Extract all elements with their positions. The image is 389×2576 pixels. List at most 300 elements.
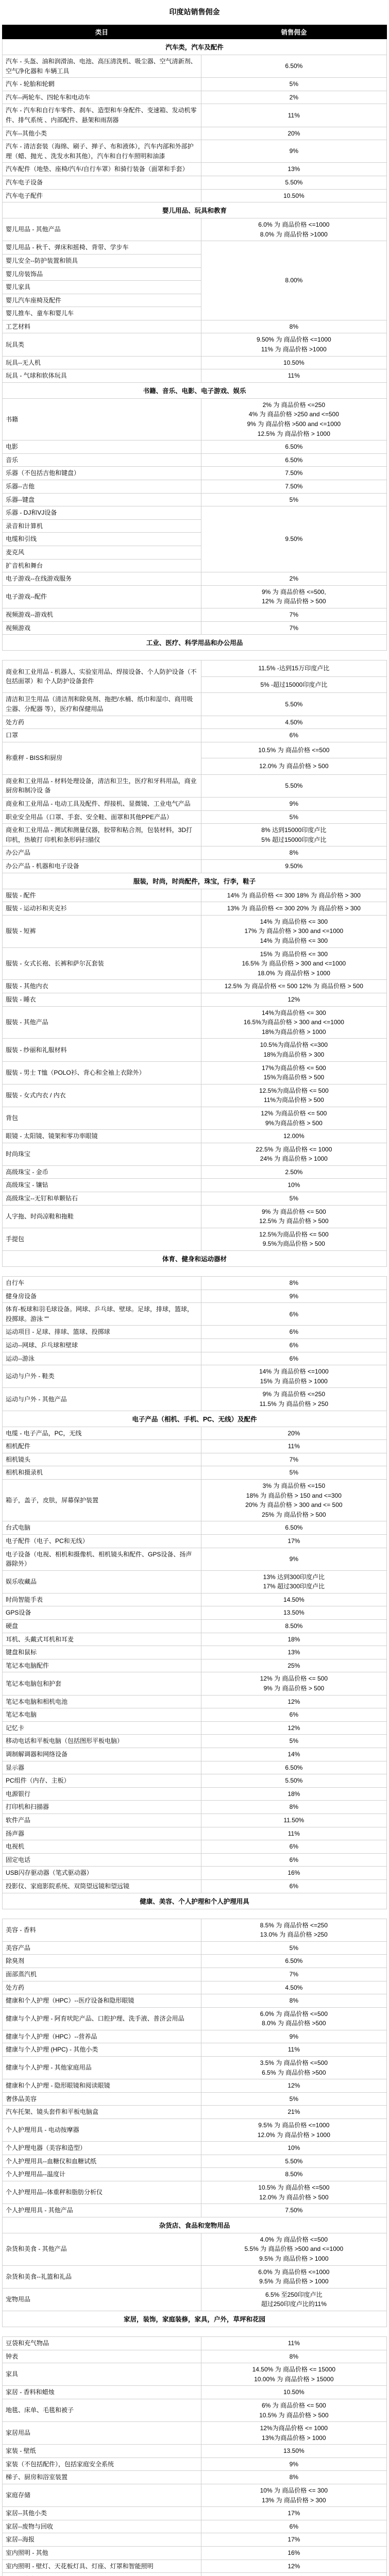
fee-cell xyxy=(201,810,386,824)
fee-line: 13.50% xyxy=(204,2446,384,2456)
fee-cell xyxy=(201,2336,386,2350)
table-row xyxy=(3,1968,387,1981)
category-cell: 体育-板球和羽毛球设备。网球、乒乓球、壁球。足球，排球，篮球，投掷球。游泳 "" xyxy=(3,1303,201,1326)
column-header-category: 类目 xyxy=(3,25,201,39)
fee-line: 9% xyxy=(204,146,384,156)
fee-line: 5% xyxy=(204,2094,384,2104)
table-row xyxy=(3,1440,387,1453)
fee-line xyxy=(204,2574,384,2576)
fee-line: 6% xyxy=(204,731,384,740)
fee-line: 超过250印度卢比的11% xyxy=(204,2299,384,2309)
fee-cell xyxy=(201,1735,386,1748)
fee-cell xyxy=(201,1801,386,1814)
fee-line: 9% 为 商品价格 <=250 xyxy=(204,1389,384,1399)
table-row xyxy=(3,2181,387,2204)
table-row xyxy=(3,1290,387,1303)
table-row xyxy=(3,572,387,586)
fee-cell xyxy=(201,398,386,440)
fee-line: 6.0% 为 商品价格 <=500 xyxy=(204,2009,384,2019)
table-row xyxy=(3,1840,387,1854)
fee-table-body xyxy=(3,39,387,2576)
category-cell: 工艺材料 xyxy=(3,320,201,333)
table-row xyxy=(3,1919,387,1941)
section-label: 健康、美容、个人护理和个人护理用具 xyxy=(3,1893,387,1909)
fee-line: 11% xyxy=(204,2045,384,2055)
table-row xyxy=(3,1879,387,1893)
fee-line: 20% xyxy=(204,1429,384,1438)
category-cell: 高级珠宝 - 镶钻 xyxy=(3,1179,201,1192)
fee-line: 5.50% xyxy=(204,178,384,188)
category-cell: 健身房设备 xyxy=(3,1290,201,1303)
category-cell: 录音和计算机 xyxy=(3,519,201,533)
fee-line: 4.0% 为 商品价格 <=500 xyxy=(204,2235,384,2245)
fee-line: 8% xyxy=(204,2472,384,2482)
fee-line: 11% xyxy=(204,1829,384,1839)
table-row xyxy=(3,2422,387,2445)
category-cell: 运动项目 - 足球、排球、篮球、投掷球 xyxy=(3,1326,201,1339)
fee-line: 8.50% xyxy=(204,2170,384,2179)
category-cell: 汽车托架、镜头套件和平板电脑盒 xyxy=(3,2106,201,2119)
fee-cell xyxy=(201,2422,386,2445)
table-row xyxy=(3,493,387,506)
fee-line: 9% xyxy=(204,2032,384,2042)
fee-line: 16.5%为商品价格 > 300 and <=1000 xyxy=(204,1018,384,1027)
fee-line: 8% xyxy=(204,1278,384,1288)
fee-cell xyxy=(201,176,386,189)
category-cell: 处方药 xyxy=(3,716,201,729)
table-row xyxy=(3,1633,387,1646)
fee-cell xyxy=(201,1290,386,1303)
fee-cell xyxy=(201,1748,386,1761)
table-row xyxy=(3,2363,387,2386)
section-label: 工业、医疗、科学用品和办公用品 xyxy=(3,635,387,651)
category-cell: 婴儿家具 xyxy=(3,281,201,294)
spacer-cell xyxy=(3,1909,387,1919)
fee-cell xyxy=(201,2119,386,2142)
fee-line: 11%为商品价格 > 500 xyxy=(204,1095,384,1105)
fee-cell xyxy=(201,1352,386,1365)
fee-cell xyxy=(201,2560,386,2573)
fee-line: 3.5% 为 商品价格 <=500 xyxy=(204,2058,384,2068)
fee-cell xyxy=(201,2471,386,2484)
category-cell: 个人护理用具--血糖仪和血糖试纸 xyxy=(3,2155,201,2168)
fee-subcell xyxy=(201,742,386,758)
fee-line: 7.50% xyxy=(204,482,384,492)
fee-cell xyxy=(201,1453,386,1466)
fee-line: 11.5% -达到15万印度卢比 xyxy=(204,664,384,673)
section-row xyxy=(3,2217,387,2233)
fee-cell xyxy=(201,824,386,846)
table-row xyxy=(3,1941,387,1955)
fee-line: 2% 为 商品价格 <=250 xyxy=(204,400,384,410)
category-cell: 扩音机和舞台 xyxy=(3,559,201,572)
table-row xyxy=(3,1981,387,1994)
fee-cell xyxy=(201,1695,386,1708)
fee-cell xyxy=(201,1179,386,1192)
fee-line: 6.5% 至250印度卢比 xyxy=(204,2290,384,2300)
fee-cell xyxy=(201,742,386,774)
fee-cell xyxy=(201,693,386,716)
table-row xyxy=(3,860,387,873)
fee-line: 21% xyxy=(204,2107,384,2117)
fee-line: 20% 为 商品价格 > 300 and <= 500 xyxy=(204,1500,384,1510)
table-row xyxy=(3,1303,387,1326)
category-cell: 人字拖、时尚凉鞋和拖鞋 xyxy=(3,1205,201,1228)
fee-line: 5% xyxy=(204,79,384,89)
fee-cell xyxy=(201,127,386,140)
table-row xyxy=(3,2533,387,2547)
fee-line: 12.5%为商品价格 <= 500 xyxy=(204,1230,384,1240)
category-cell: 电缆 - 电子产品，PC，无线 xyxy=(3,1427,201,1440)
fee-line: 14% 为 商品价格 <= 300 xyxy=(204,917,384,927)
fee-cell xyxy=(201,1955,386,1968)
fee-line: 9.5%为商品价格 > 500 xyxy=(204,1239,384,1249)
category-cell: 耳机、头戴式耳机和耳麦 xyxy=(3,1633,201,1646)
fee-line: 10.50% xyxy=(204,358,384,368)
table-row xyxy=(3,369,387,383)
spacer-row xyxy=(3,2327,387,2336)
fee-cell xyxy=(201,1006,386,1039)
category-cell: 电子游戏--配件 xyxy=(3,585,201,608)
category-cell: 奢侈品美容 xyxy=(3,2092,201,2106)
fee-line: 5% -超过15000印度卢比 xyxy=(204,680,384,690)
fee-cell xyxy=(201,333,386,356)
category-cell: 移动电话和平板电脑（包括图形平板电脑） xyxy=(3,1735,201,1748)
table-row xyxy=(3,91,387,104)
fee-line: 18.0% 为 商品价格 > 1000 xyxy=(204,969,384,978)
fee-line: 13.50% xyxy=(204,1608,384,1618)
category-cell: 高级珠宝--无钉和单颗钻石 xyxy=(3,1192,201,1206)
category-cell: 汽车 - 汽车和自行车零件、刹车、造型和车身配件、变速箱、发动机零件、排气系统 、内部配件、悬架和雨刮器 xyxy=(3,104,201,127)
fee-line: 7% xyxy=(204,623,384,633)
category-cell: 电缆和引线 xyxy=(3,533,201,546)
table-row xyxy=(3,1620,387,1633)
table-row xyxy=(3,2520,387,2533)
fee-cell xyxy=(201,1879,386,1893)
category-cell: 宠物用品 xyxy=(3,2288,201,2311)
fee-line: 6% xyxy=(204,1310,384,1319)
category-cell: 家居--海报 xyxy=(3,2533,201,2547)
fee-cell xyxy=(201,1143,386,1165)
fee-cell xyxy=(201,572,386,586)
table-row xyxy=(3,241,387,255)
fee-line: 10% xyxy=(204,1180,384,1190)
category-cell: 笔记本电脑包和护套 xyxy=(3,1672,201,1695)
fee-line: 9%为商品价格 > 500 xyxy=(204,1118,384,1128)
table-row xyxy=(3,1521,387,1535)
spacer-row xyxy=(3,1267,387,1277)
category-cell: 相机和摄录机 xyxy=(3,1466,201,1480)
fee-cell xyxy=(201,2181,386,2204)
category-cell: 服装 - 配件 xyxy=(3,889,201,902)
fee-line: 8% xyxy=(204,2352,384,2362)
category-cell: 婴儿安全--防护装置和锁具 xyxy=(3,254,201,267)
fee-cell xyxy=(201,1339,386,1352)
fee-cell xyxy=(201,902,386,916)
fee-line: 15% 为 商品价格 <= 300 xyxy=(204,950,384,959)
category-cell: 汽车--两轮车、四轮车和电动车 xyxy=(3,91,201,104)
category-cell: 扬声器 xyxy=(3,1827,201,1840)
fee-cell xyxy=(201,1968,386,1981)
category-cell: 商业和工业用品 - 电动工具及配件、焊接机、显微镜、工业电气产品 xyxy=(3,798,201,811)
table-row xyxy=(3,2386,387,2399)
fee-cell xyxy=(201,1084,386,1107)
category-cell: 健康和个人护理（HPC）--医疗设备和隐形眼镜 xyxy=(3,1994,201,2008)
fee-line: 14.50% 为 商品价格 <= 15000 xyxy=(204,2365,384,2375)
fee-table xyxy=(2,25,387,2576)
category-cell: 电影 xyxy=(3,440,201,454)
table-row xyxy=(3,660,387,693)
fee-line: 11.5% 为 商品价格 > 250 xyxy=(204,1399,384,1409)
fee-cell xyxy=(201,2445,386,2458)
category-cell: 玩具--无人机 xyxy=(3,356,201,369)
fee-cell xyxy=(201,320,386,333)
fee-line: 7.50% xyxy=(204,468,384,478)
fee-cell xyxy=(201,493,386,506)
fee-cell xyxy=(201,2547,386,2560)
category-cell: 个人护理用品--体重秤和脂肪分析仪 xyxy=(3,2181,201,2204)
fee-cell xyxy=(201,1994,386,2008)
table-row xyxy=(3,1801,387,1814)
fee-cell xyxy=(201,2350,386,2363)
table-row xyxy=(3,1277,387,1290)
fee-cell xyxy=(201,1365,386,1388)
fee-cell xyxy=(201,1440,386,1453)
table-row xyxy=(3,78,387,91)
fee-line: 5% xyxy=(204,495,384,505)
section-label: 书籍、音乐、电影、电子游戏、娱乐 xyxy=(3,382,387,398)
fee-line: 14% 为 商品价格 <= 300 xyxy=(204,936,384,946)
fee-line: 12% xyxy=(204,1697,384,1707)
fee-cell xyxy=(201,993,386,1006)
table-row xyxy=(3,1205,387,1228)
table-row xyxy=(3,1721,387,1735)
fee-line: 12%为商品价格 <= 1000 xyxy=(204,2424,384,2433)
fee-line: 18% xyxy=(204,1635,384,1645)
category-cell: 相机配件 xyxy=(3,1440,201,1453)
category-cell: 职业安全用品（口罩、手套、安全鞋、面罩和其他PPE产品） xyxy=(3,810,201,824)
category-cell: 笔记本电脑和相机电池 xyxy=(3,1695,201,1708)
category-cell: 软件产品 xyxy=(3,1814,201,1827)
fee-cell xyxy=(201,140,386,163)
fee-cell xyxy=(201,1672,386,1695)
fee-line: 25% 为 商品价格 > 500 xyxy=(204,1510,384,1520)
fee-line: 7% xyxy=(204,1455,384,1465)
fee-line: 13% xyxy=(204,1648,384,1657)
table-row xyxy=(3,1593,387,1606)
category-cell: 杂货和美食 - 其他产品 xyxy=(3,2233,201,2265)
table-row xyxy=(3,320,387,333)
table-row xyxy=(3,693,387,716)
section-label: 体育、健身和运动器材 xyxy=(3,1251,387,1267)
table-row xyxy=(3,915,387,947)
fee-cell xyxy=(201,2092,386,2106)
fee-cell xyxy=(201,1646,386,1659)
table-row xyxy=(3,2336,387,2350)
fee-cell xyxy=(201,2057,386,2079)
fee-line: 12.0% 为 商品价格 > 500 xyxy=(204,2193,384,2202)
table-row xyxy=(3,1570,387,1593)
table-row xyxy=(3,2119,387,2142)
table-row xyxy=(3,846,387,860)
category-cell: 运动--游泳 xyxy=(3,1352,201,1365)
category-cell: 运动--网球、乒乓球和壁球 xyxy=(3,1339,201,1352)
fee-line: 13.0% 为 商品价格 >250 xyxy=(204,1930,384,1940)
fee-line: 12% xyxy=(204,2081,384,2091)
fee-cell xyxy=(201,1570,386,1593)
category-cell: 投影仪、家庭影院系统、双筒望远镜和望远镜 xyxy=(3,1879,201,1893)
fee-line: 12.0% 为 商品价格 > 500 xyxy=(204,761,384,771)
fee-line: 6% xyxy=(204,1327,384,1337)
section-row xyxy=(3,873,387,889)
category-cell xyxy=(3,2573,201,2576)
category-cell: 硬盘 xyxy=(3,1620,201,1633)
table-header-row xyxy=(3,25,387,39)
table-row xyxy=(3,2030,387,2043)
fee-subcell xyxy=(201,660,386,676)
table-row xyxy=(3,440,387,454)
table-row xyxy=(3,1534,387,1548)
table-row xyxy=(3,2007,387,2030)
fee-line: 11% xyxy=(204,371,384,381)
category-cell: 家居用品 xyxy=(3,2422,201,2445)
fee-line: 17% 超过300印度卢比 xyxy=(204,1582,384,1591)
category-cell: 称重秤 - BISS和厨房 xyxy=(3,742,201,774)
table-row xyxy=(3,333,387,356)
spacer-cell xyxy=(3,2327,387,2336)
table-row xyxy=(3,1994,387,2008)
section-label: 汽车类，汽车及配件 xyxy=(3,39,387,55)
category-cell: 婴儿推车、童车和婴儿车 xyxy=(3,307,201,320)
fee-cell xyxy=(201,91,386,104)
category-cell: 家装（不包括配件），包括家庭安全系统 xyxy=(3,2458,201,2471)
category-cell: 服装 - 其他产品 xyxy=(3,1006,201,1039)
fee-cell xyxy=(201,1192,386,1206)
table-row xyxy=(3,2445,387,2458)
category-cell: 汽车 - 头盔、油和润滑油、电池、高压清洗机、吸尘器、空气清新剂、空气净化器和 车辆工具 xyxy=(3,55,201,78)
table-row xyxy=(3,2079,387,2093)
table-row xyxy=(3,127,387,140)
table-row xyxy=(3,716,387,729)
category-cell: 笔记本电脑 xyxy=(3,1708,201,1722)
category-cell: 娱乐收藏品 xyxy=(3,1570,201,1593)
fee-line: 9% xyxy=(204,2460,384,2469)
fee-line: 5% xyxy=(204,1468,384,1478)
fee-line: 6.50% xyxy=(204,1763,384,1773)
fee-cell xyxy=(201,1787,386,1801)
category-cell: 商业和工业用品 - 机器人、实验室用品、焊接设备、个人防护设备（不包括面罩）和 个人防护设备套件 xyxy=(3,660,201,693)
category-cell: 健康与个人护理 - 其他家庭用品 xyxy=(3,2057,201,2079)
fee-cell xyxy=(201,2386,386,2399)
category-cell: 键盘和鼠标 xyxy=(3,1646,201,1659)
category-cell: 个人护理电器（美容和造型） xyxy=(3,2142,201,2155)
fee-line: 2.50% xyxy=(204,1167,384,1177)
table-row xyxy=(3,1787,387,1801)
fee-cell xyxy=(201,1840,386,1854)
category-cell: 运动与户外 - 鞋类 xyxy=(3,1365,201,1388)
fee-line: 17%为商品价格 <= 500 xyxy=(204,1063,384,1073)
fee-line: 11% xyxy=(204,111,384,121)
table-row xyxy=(3,1143,387,1165)
category-cell: 书籍 xyxy=(3,398,201,440)
fee-line: 12.00% xyxy=(204,1131,384,1141)
fee-cell xyxy=(201,2204,386,2217)
fee-line: 5.5% 为 商品价格 >500 and <=1000 xyxy=(204,2244,384,2254)
fee-cell xyxy=(201,1466,386,1480)
fee-line: 4.50% xyxy=(204,1983,384,1993)
fee-line: 5% 超过15000印度卢比 xyxy=(204,835,384,845)
category-cell: 家装 - 壁纸 xyxy=(3,2445,201,2458)
category-cell: 婴儿用品 - 其他产品 xyxy=(3,218,201,241)
fee-cell xyxy=(201,453,386,467)
page-title: 印度站销售佣金 xyxy=(0,0,389,25)
table-row xyxy=(3,1479,387,1521)
fee-line: 6% xyxy=(204,2522,384,2532)
fee-line: 6.5% 为 商品价格 >500 xyxy=(204,2068,384,2078)
fee-cell xyxy=(201,1774,386,1788)
fee-line: 12.5% 为 商品价格 > 1000 xyxy=(204,429,384,439)
table-row xyxy=(3,55,387,78)
fee-line: 10.5% 为 商品价格 <=500 xyxy=(204,745,384,755)
category-cell: 钟表 xyxy=(3,2350,201,2363)
table-row xyxy=(3,1326,387,1339)
fee-cell xyxy=(201,2043,386,2057)
fee-cell xyxy=(201,2507,386,2520)
table-row xyxy=(3,810,387,824)
fee-line: 9% 为 商品价格 <= 500 xyxy=(204,1207,384,1217)
table-row xyxy=(3,1006,387,1039)
fee-cell xyxy=(201,774,386,797)
fee-subcell xyxy=(201,676,386,693)
fee-line: 9% xyxy=(204,1292,384,1301)
table-row xyxy=(3,1659,387,1672)
fee-cell xyxy=(201,2533,386,2547)
fee-line: 5.50% xyxy=(204,2157,384,2166)
fee-line: 20% xyxy=(204,129,384,139)
fee-cell xyxy=(201,440,386,454)
category-cell: 高级珠宝 - 金币 xyxy=(3,1165,201,1179)
fee-line: 16.5% 为 商品价格 > 300 and <=1000 xyxy=(204,959,384,969)
category-cell: 服装 - 男士 T恤（POLO衫、背心和全袖上衣除外） xyxy=(3,1061,201,1084)
fee-line: 14% 为 商品价格 <= 300 18% 为 商品价格 > 300 xyxy=(204,891,384,901)
table-row xyxy=(3,2106,387,2119)
table-row xyxy=(3,824,387,846)
fee-cell xyxy=(201,1981,386,1994)
category-cell: 服装 - 其他内衣 xyxy=(3,980,201,993)
category-cell: 服装 - 女式长袍、长裤和萨尔瓦套装 xyxy=(3,947,201,980)
table-row xyxy=(3,2399,387,2421)
table-row xyxy=(3,1061,387,1084)
table-row xyxy=(3,480,387,494)
fee-cell xyxy=(201,846,386,860)
fee-line: 8% xyxy=(204,1802,384,1812)
category-cell: 视频游戏 xyxy=(3,621,201,635)
fee-line: 14.50% xyxy=(204,1595,384,1605)
category-cell: 电视机 xyxy=(3,1840,201,1854)
category-cell: GPS设备 xyxy=(3,1606,201,1620)
table-row xyxy=(3,1774,387,1788)
category-cell: 面部蒸汽机 xyxy=(3,1968,201,1981)
category-cell: 家具 xyxy=(3,2363,201,2386)
table-row xyxy=(3,218,387,241)
fee-line: 24% 为 商品价格 > 1000 xyxy=(204,1154,384,1164)
category-cell: 电源银行 xyxy=(3,1787,201,1801)
category-cell: 婴儿房装饰品 xyxy=(3,267,201,281)
fee-line: 12.5% 为 商品价格 > 500 xyxy=(204,1216,384,1226)
category-cell: 美容产品 xyxy=(3,1941,201,1955)
fee-cell xyxy=(201,241,386,320)
fee-line: 2% xyxy=(204,574,384,584)
